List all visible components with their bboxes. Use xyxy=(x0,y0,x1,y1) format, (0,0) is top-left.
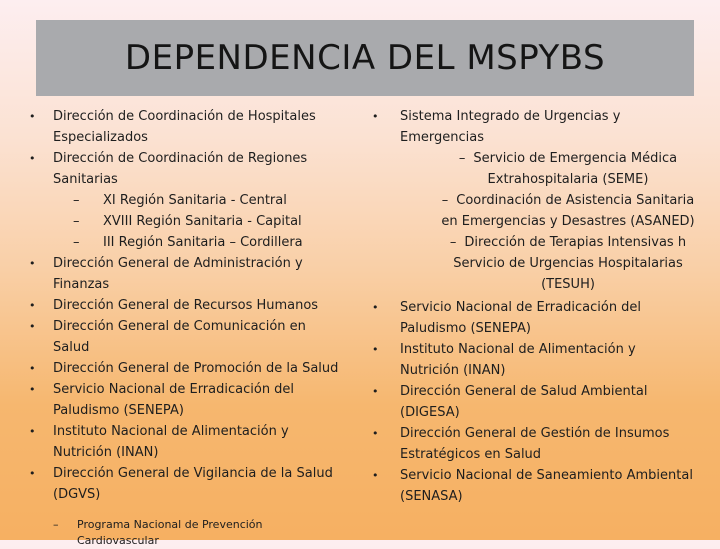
list-item-text: Instituto Nacional de Alimentación y Nutrición (INAN) xyxy=(400,342,636,378)
dash-icon: – xyxy=(441,193,449,208)
list-item-text: Dirección de Coordinación de Hospitales Especializados xyxy=(53,109,316,145)
title-banner xyxy=(36,20,694,96)
dash-icon: – xyxy=(73,214,80,229)
list-item xyxy=(22,148,340,253)
sub-list-item xyxy=(420,190,696,232)
left-column xyxy=(22,106,340,549)
left-list xyxy=(22,106,340,549)
bullet-icon: • xyxy=(372,385,379,398)
dash-icon: – xyxy=(73,193,80,208)
bullet-icon: • xyxy=(29,110,36,123)
sub-sub-list xyxy=(53,517,340,549)
bullet-icon: • xyxy=(372,427,379,440)
bullet-icon: • xyxy=(29,320,36,333)
bullet-icon: • xyxy=(29,257,36,270)
list-item xyxy=(366,106,696,295)
bullet-icon: • xyxy=(372,301,379,314)
list-item xyxy=(366,297,696,339)
bullet-icon: • xyxy=(29,362,36,375)
list-item xyxy=(22,379,340,421)
bullet-icon: • xyxy=(29,467,36,480)
sub-list-item-text: Servicio de Emergencia Médica Extrahospitalaria (SEME) xyxy=(473,151,678,187)
list-item-text: Dirección General de Comunicación en Salud xyxy=(53,319,306,355)
sub-list-item-text: III Región Sanitaria – Cordillera xyxy=(103,235,303,250)
sub-list-item xyxy=(420,148,696,190)
bullet-icon: • xyxy=(29,425,36,438)
bullet-icon: • xyxy=(29,152,36,165)
list-item-text: Servicio Nacional de Erradicación del Paludismo (SENEPA) xyxy=(53,382,295,418)
sub-list-item xyxy=(73,211,340,232)
sub-list-item-text: XVIII Región Sanitaria - Capital xyxy=(103,214,302,229)
right-list xyxy=(366,106,696,507)
list-item-text: Dirección General de Promoción de la Salud xyxy=(53,361,339,376)
list-item-text: Servicio Nacional de Erradicación del Paludismo (SENEPA) xyxy=(400,300,642,336)
list-item-text: Dirección General de Administración y Finanzas xyxy=(53,256,303,292)
sub-list-item-text: Coordinación de Asistencia Sanitaria en Emergencias y Desastres (ASANED) xyxy=(441,193,695,229)
list-item xyxy=(22,421,340,463)
bullet-icon: • xyxy=(29,383,36,396)
list-item xyxy=(366,423,696,465)
dash-icon: – xyxy=(53,518,59,531)
list-item xyxy=(366,465,696,507)
list-item-text: Sistema Integrado de Urgencias y Emergencias xyxy=(400,109,621,145)
sub-sub-list-item-text: Programa Nacional de Prevención Cardiovascular xyxy=(77,518,263,547)
list-item xyxy=(22,106,340,148)
sub-list-item-text: Dirección de Terapias Intensivas h Servicio de Urgencias Hospitalarias (TESUH) xyxy=(453,235,687,292)
bullet-icon: • xyxy=(372,343,379,356)
sub-sub-list-item xyxy=(53,517,340,549)
list-item-text: Dirección General de Vigilancia de la Salud (DGVS) xyxy=(53,466,333,502)
list-item-text: Dirección General de Recursos Humanos xyxy=(53,298,319,313)
sub-list-item xyxy=(73,232,340,253)
list-item-text: Dirección General de Gestión de Insumos Estratégicos en Salud xyxy=(400,426,670,462)
right-column xyxy=(366,106,696,507)
list-item-text: Dirección de Coordinación de Regiones Sanitarias xyxy=(53,151,308,187)
dash-icon: – xyxy=(73,235,80,250)
dash-icon: – xyxy=(449,235,457,250)
sub-list-item-text: XI Región Sanitaria - Central xyxy=(103,193,287,208)
list-item xyxy=(366,339,696,381)
sub-list xyxy=(420,148,696,295)
list-item-text: Dirección General de Salud Ambiental (DIGESA) xyxy=(400,384,648,420)
list-item xyxy=(22,358,340,379)
page-title: DEPENDENCIA DEL MSPYBS xyxy=(124,38,606,78)
sub-list xyxy=(73,190,340,253)
list-item-text: Servicio Nacional de Saneamiento Ambiental (SENASA) xyxy=(400,468,693,504)
list-item-text: Instituto Nacional de Alimentación y Nutrición (INAN) xyxy=(53,424,289,460)
sub-list-item xyxy=(73,190,340,211)
bullet-icon: • xyxy=(372,469,379,482)
sub-list-item xyxy=(420,232,696,295)
list-item xyxy=(22,295,340,316)
list-item xyxy=(22,253,340,295)
bullet-icon: • xyxy=(372,110,379,123)
dash-icon: – xyxy=(458,151,466,166)
bullet-icon: • xyxy=(29,299,36,312)
list-item xyxy=(366,381,696,423)
list-item xyxy=(22,463,340,549)
list-item xyxy=(22,316,340,358)
